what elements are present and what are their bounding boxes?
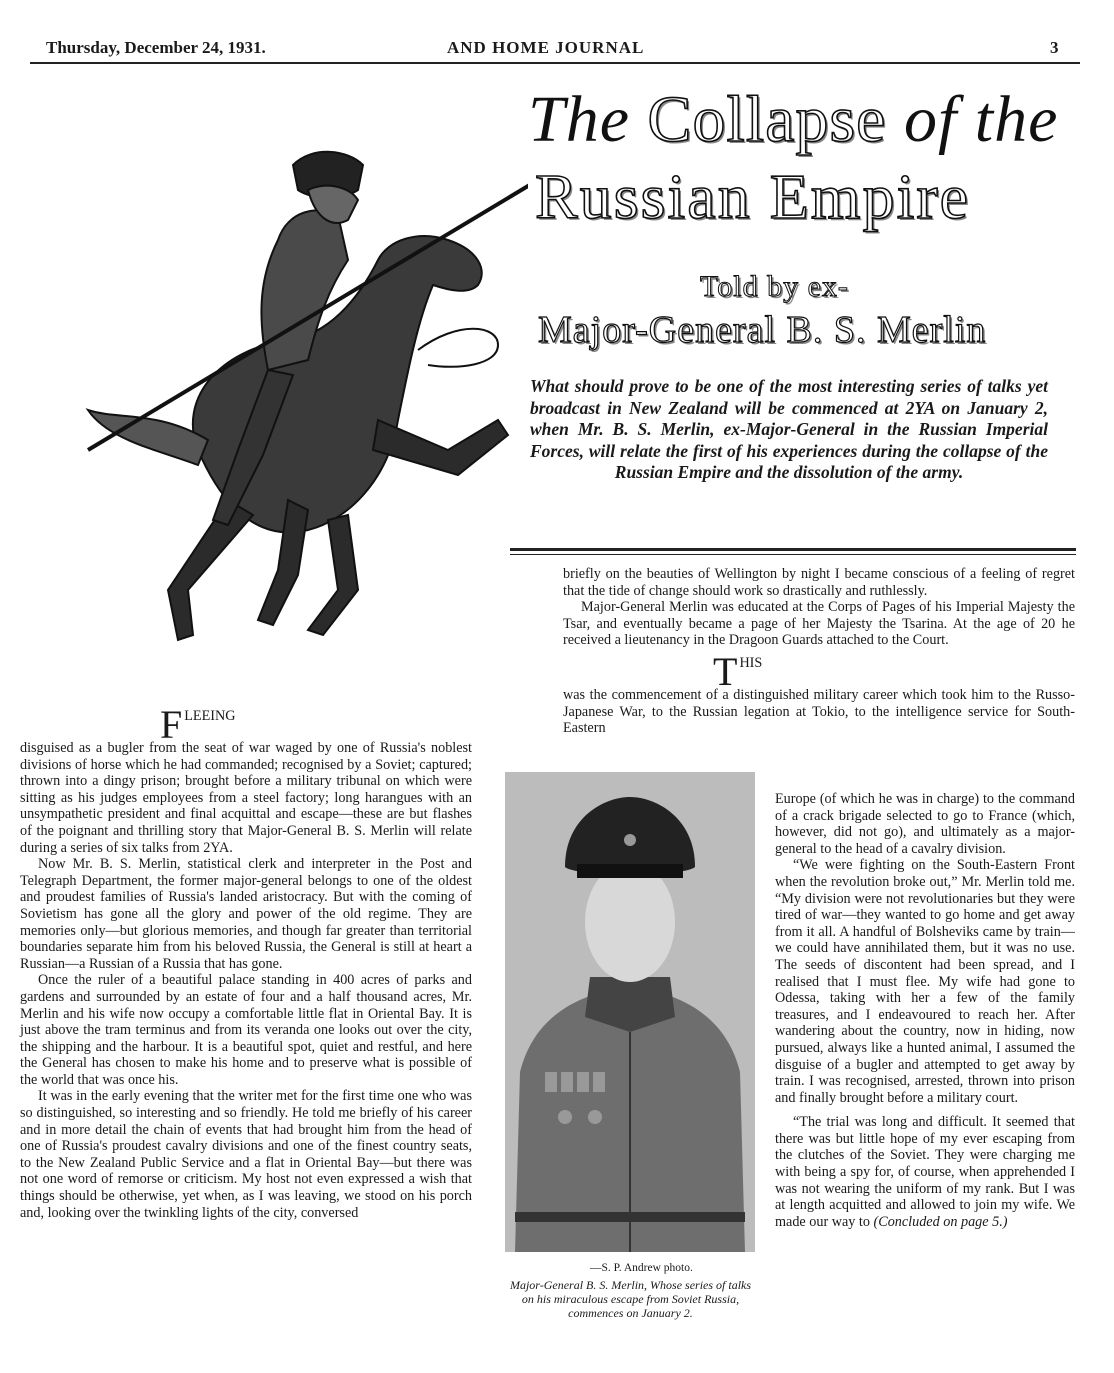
- right-paragraph-3-top: was the commencement of a distinguished military career which took him to the Russo-Japanese War, to the Russian legation at Tokio, to the intelligence service for South-Eastern: [563, 686, 1075, 737]
- left-drop-cap: F: [160, 702, 183, 747]
- right-column-top: [563, 566, 1075, 737]
- right-paragraph-3-rest: Europe (of which he was in charge) to the command of a crack brigade selected to go to France (which, however, did not go), and ultimately as a major-general to the head of a cavalry division.: [775, 791, 1075, 857]
- photo-credit: —S. P. Andrew photo.: [590, 1262, 693, 1274]
- header-rule: [30, 62, 1080, 64]
- issue-date: Thursday, December 24, 1931.: [46, 38, 266, 57]
- left-paragraph-1: disguised as a bugler from the seat of war waged by one of Russia's noblest divisions of horse which he had commanded; recognised by a Soviet; captured; thrown into a dingy prison; brought before a military tribunal on which were sitting as his judges employees from a steel factory; long harangues with an unsympathetic president and final acquittal and escape—these are but flashes of the poignant and thrilling story that Major-General B. S. Merlin will relate during a series of six talks from 2YA.: [20, 740, 472, 856]
- right-paragraph-1: briefly on the beauties of Wellington by night I became conscious of a feeling of regret that the tide of change should work so drastically and ruthlessly.: [563, 566, 1075, 599]
- section-rule-bottom: [510, 554, 1076, 555]
- headline-of-the: of the: [903, 83, 1059, 156]
- publication-name: AND HOME JOURNAL: [447, 38, 645, 57]
- byline-prefix: Told by ex-: [700, 270, 849, 303]
- right-lead-word: HIS: [739, 654, 763, 671]
- headline-collapse: Collapse: [647, 83, 887, 156]
- continued-reference: (Concluded on page 5.): [873, 1213, 1008, 1230]
- left-paragraph-3: Once the ruler of a beautiful palace standing in 400 acres of parks and gardens and surrounded by an estate of four and a half thousand acres, Mr. Merlin and his wife now occupy a comfortable little flat in Oriental Bay. It is just above the tram terminus and from its veranda one looks out over the city, the shipping and the harbour. It is a beautiful spot, quiet and restful, and here the General has chosen to make his home and to preserve what is possible of the world that was once his.: [20, 972, 472, 1088]
- headline-line-2: Russian Empire: [535, 161, 971, 232]
- right-drop-cap: T: [713, 648, 738, 694]
- left-paragraph-2: Now Mr. B. S. Merlin, statistical clerk and interpreter in the Post and Telegraph Department, the former major-general belongs to one of the oldest and proudest families of Russia's landed aristocracy. But with the coming of Sovietism has gone all the glory and power of the old regime. They are memories only—but glorious memories, and though far greater than territorial boundaries separate him from his beloved Russia, the General is still at heart a Russian—a Russian of a Russia that has gone.: [20, 856, 472, 972]
- right-paragraph-2: Major-General Merlin was educated at the Corps of Pages of his Imperial Majesty the Tsar, and eventually became a page of her Majesty the Tsarina. At the age of 20 he received a lieutenancy in the Dragoon Guards attached to the Court.: [563, 599, 1075, 649]
- section-rule-top: [510, 548, 1076, 551]
- intro-standfirst: What should prove to be one of the most interesting series of talks yet broadcast in New Zealand will be commenced at 2YA on January 2, when Mr. B. S. Merlin, ex-Major-General in the Russian Imperial Forces, will relate the first of his experiences during the collapse of the Russian Empire and the dissolution of the army.: [530, 376, 1048, 482]
- left-column: [20, 702, 472, 1348]
- headline-the: The: [528, 83, 630, 156]
- headline-line-1: [528, 82, 1058, 158]
- left-paragraph-4: It was in the early evening that the writer met for the first time one who was so distinguished, so interesting and so friendly. He told me briefly of his career and in more detail the chain of events that had brought him from the head of one of Russia's proudest cavalry divisions and one of the finest country seats, to the New Zealand Public Service and a flat in Oriental Bay—but there was not one word of remorse or criticism. My host not even expressed a wish that things should be otherwise, yet when, as I was leaving, we stood on his porch and, looking over the twinkling lights of the city, conversed: [20, 1088, 472, 1221]
- page-number: 3: [1050, 38, 1059, 57]
- cossack-cavalryman-illustration: [28, 120, 528, 660]
- right-narrow-column: [775, 791, 1075, 1230]
- byline-name: Major-General B. S. Merlin: [538, 309, 987, 351]
- general-portrait-photo: [505, 772, 755, 1252]
- right-paragraph-5: “The trial was long and difficult. It seemed that there was but little hope of my ever escaping from the clutches of the Soviet. They were charging me with being a spy for, of course, when apprehended I was not wearing the uniform of my rank. But I was at length acquitted and allowed to join my wife. We made our way to: [775, 1114, 1075, 1230]
- left-lead-word: LEEING: [184, 708, 236, 724]
- right-paragraph-4: “We were fighting on the South-Eastern Front when the revolution broke out,” Mr. Merlin told me. “My division were not revolutionaries but they were tired of war—they wanted to go home and get away from it all. A handful of Bolsheviks came by train—we could have annihilated them, but it was no use. The seeds of discontent had been spread, and I realised that I must flee. My wife had gone to Odessa, taking with her a few of the family treasures, and I endeavoured to reach her. After wandering about the country, now in hiding, now pursued, always like a hunted animal, I assumed the disguise of a bugler and attempted to get away by train. I was recognised, arrested, thrown into prison and finally brought before a military court.: [775, 857, 1075, 1106]
- photo-caption: Major-General B. S. Merlin, Whose series of talks on his miraculous escape from Soviet Russia, commences on January 2.: [509, 1278, 752, 1320]
